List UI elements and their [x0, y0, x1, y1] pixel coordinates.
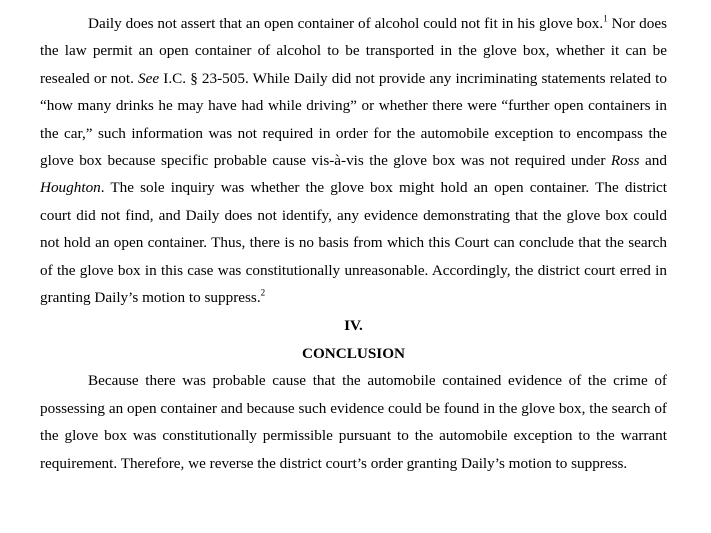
document-page — [40, 10, 667, 477]
footnote-marker-2[interactable]: 2 — [260, 287, 266, 298]
paragraph-text: Daily does not assert that an open container of alcohol could not fit in his glove box. — [88, 15, 604, 32]
analysis-paragraph — [40, 10, 667, 311]
paragraph-text: I.C. § 23-505. While Daily did not provide any incriminating statements related to “how many drinks he may have had while driving” or whether there were “further open containers in the car,” such information was not required in order for the automobile exception to encompass the glove box because specific probable cause vis-à-vis the glove box was not required under — [40, 69, 667, 170]
paragraph-text: . The sole inquiry was whether the glove box might hold an open container. The district court did not find, and Daily does not identify, any evidence demonstrating that the glove box could not hold an open container. Thus, there is no basis from which this Court can conclude that the search of the glove box in this case was constitutionally unreasonable. Accordingly, the district court erred in granting Daily’s motion to suppress. — [40, 179, 667, 307]
paragraph-text: Nor does the law permit an open container of alcohol to be transported in the glove box, whether it can be resealed or not. — [40, 15, 667, 87]
section-title: CONCLUSION — [302, 344, 405, 362]
case-name-houghton: Houghton — [40, 179, 101, 197]
conclusion-paragraph: Because there was probable cause that the automobile contained evidence of the crime of possessing an open container and because such evidence could be found in the glove box, the search of the glove box was constitutionally permissible pursuant to the automobile exception to the warrant requirement. Therefore, we reverse the district court’s order granting Daily’s motion to suppress. — [40, 372, 667, 472]
paragraph-text: and — [639, 152, 667, 170]
footnote-marker-1[interactable]: 1 — [603, 13, 608, 24]
case-name-ross: Ross — [610, 152, 640, 170]
citation-signal-see: See — [138, 69, 160, 87]
section-number: IV. — [344, 317, 363, 335]
